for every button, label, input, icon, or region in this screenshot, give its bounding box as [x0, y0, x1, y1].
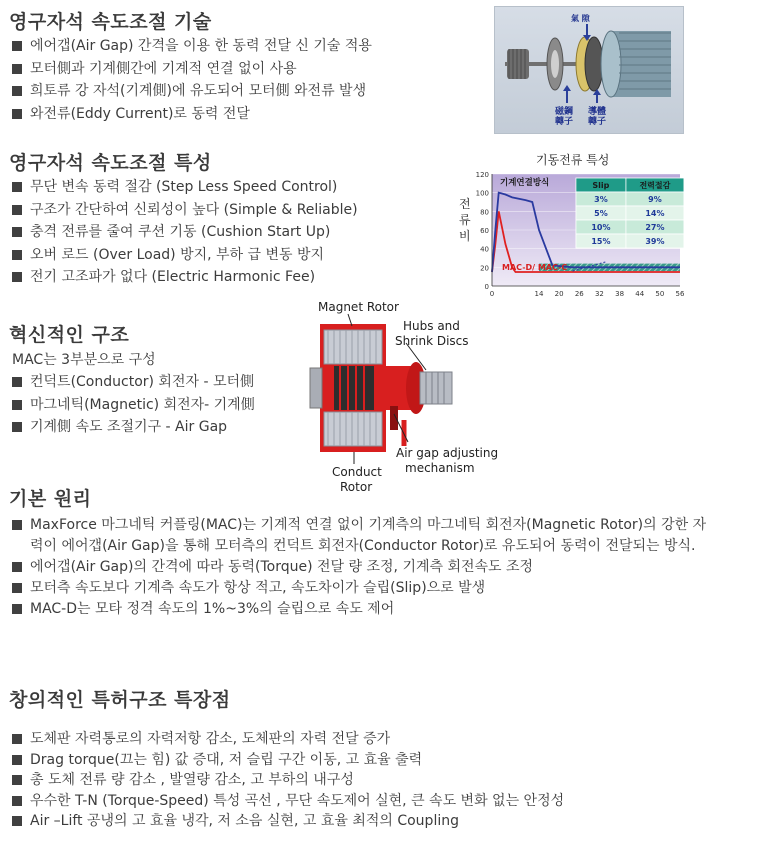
y-tick-label: 20 [480, 264, 489, 273]
table-header-text: 전력절감 [639, 181, 671, 190]
section5-title: 창의적인 특허구조 특장점 [9, 689, 231, 711]
list-item: 기계側 속도 조절기구 - Air Gap [12, 416, 255, 439]
x-tick-label: 44 [635, 290, 645, 298]
section3-intro: MAC는 3부분으로 구성 [12, 352, 156, 368]
list-item: 구조가 간단하여 신뢰성이 높다 (Simple & Reliable) [12, 199, 358, 222]
label-magnet-rotor: Magnet Rotor [318, 300, 399, 314]
x-tick-label: 32 [594, 290, 604, 298]
section2-list [12, 176, 358, 289]
y-tick-label: 100 [475, 189, 489, 198]
section3-list [12, 371, 255, 439]
list-item: 총 도체 전류 량 감소 , 발열량 감소, 고 부하의 내구성 [12, 770, 564, 791]
list-item: MaxForce 마그네틱 커플링(MAC)는 기계적 연결 없이 기계측의 마그네틱 회전자(Magnetic Rotor)의 강한 자력이 에어갭(Air Gap)을 통해 모터측의 컨덕트 회전자(Conductor Rotor)로 유도되어 동력이 전달되는 방식. [12, 515, 718, 557]
rotor-photo [494, 6, 684, 134]
photo-label-left: 磁鋼 轉子 [554, 107, 573, 127]
list-item: 마그네틱(Magnetic) 회전자- 기계側 [12, 394, 255, 417]
table-cell-text: 39% [645, 237, 665, 246]
section2-title: 영구자석 속도조절 특성 [9, 152, 212, 174]
chart-ylabel: 전류비 [459, 197, 471, 243]
label-conduct-1: Conduct [332, 465, 382, 479]
list-item: 에어갭(Air Gap)의 간격에 따라 동력(Torque) 전달 량 조정, 기계측 회전속도 조정 [12, 557, 718, 578]
section5-list [12, 729, 564, 832]
y-tick-label: 60 [480, 227, 489, 235]
list-item: 우수한 T-N (Torque-Speed) 특성 곡선 , 무단 속도제어 실현, 큰 속도 변화 없는 안정성 [12, 791, 564, 812]
x-tick-label: 56 [675, 290, 684, 298]
annotation-label: 기계연결방식 [500, 178, 550, 188]
x-tick-label: 20 [554, 290, 564, 298]
annotation-label: MAC-D/ MAC-C [502, 263, 568, 273]
section4-list [12, 515, 718, 620]
section1-list [12, 35, 372, 125]
table-cell-text: 15% [591, 237, 611, 246]
list-item: 도체판 자력통로의 자력저항 감소, 도체판의 자력 전달 증가 [12, 729, 564, 750]
list-item: 무단 변속 동력 절감 (Step Less Speed Control) [12, 176, 358, 199]
list-item: 컨덕트(Conductor) 회전자 - 모터側 [12, 371, 255, 394]
y-tick-label: 80 [480, 208, 489, 217]
section3-title: 혁신적인 구조 [9, 324, 130, 346]
y-tick-label: 0 [484, 283, 489, 291]
list-item: 전기 고조파가 없다 (Electric Harmonic Fee) [12, 266, 358, 289]
section4-title: 기본 원리 [9, 488, 92, 510]
label-hubs-2: Shrink Discs [395, 334, 469, 348]
list-item: 충격 전류를 줄여 쿠션 기동 (Cushion Start Up) [12, 221, 358, 244]
x-tick-label: 50 [655, 290, 665, 298]
label-airgap-1: Air gap adjusting [396, 446, 499, 460]
chart-title: 기동전류 특성 [536, 153, 610, 167]
label-airgap-2: mechanism [405, 461, 475, 475]
x-tick-label: 26 [574, 290, 584, 298]
list-item: 희토류 강 자석(기계側)에 유도되어 모터側 와전류 발생 [12, 80, 372, 103]
table-cell-text: 14% [645, 209, 665, 218]
list-item: 모터側과 기계側간에 기계적 연결 없이 사용 [12, 58, 372, 81]
x-tick-label: 38 [615, 290, 625, 298]
label-hubs-1: Hubs and [403, 319, 460, 333]
list-item: 에어갭(Air Gap) 간격을 이용 한 동력 전달 신 기술 적용 [12, 35, 372, 58]
table-cell-text: 10% [591, 223, 611, 232]
y-tick-label: 40 [480, 245, 489, 254]
list-item: 오버 로드 (Over Load) 방지, 부하 급 변동 방지 [12, 244, 358, 267]
table-cell-text: 9% [648, 195, 662, 204]
x-tick-label: 0 [489, 290, 495, 298]
table-cell-text: 3% [594, 195, 608, 204]
section1-title: 영구자석 속도조절 기술 [9, 11, 212, 33]
list-item: Drag torque(끄는 힘) 값 증대, 저 슬립 구간 이동, 고 효율 출력 [12, 750, 564, 771]
list-item: 와전류(Eddy Current)로 동력 전달 [12, 103, 372, 126]
list-item: Air –Lift 공냉의 고 효율 냉각, 저 소음 실현, 고 효율 최적의 Coupling [12, 811, 564, 832]
x-tick-label: 14 [534, 290, 544, 298]
y-tick-label: 120 [475, 171, 489, 179]
list-item: MAC-D는 모타 정격 속도의 1%~3%의 슬립으로 속도 제어 [12, 599, 718, 620]
table-cell-text: 5% [594, 209, 608, 218]
table-header-text: Slip [592, 181, 610, 190]
table-cell-text: 27% [645, 223, 665, 232]
label-conduct-2: Rotor [340, 480, 373, 494]
coupling-diagram [270, 296, 499, 496]
list-item: 모터측 속도보다 기계측 속도가 항상 적고, 속도차이가 슬립(Slip)으로 발생 [12, 578, 718, 599]
start-current-chart [472, 170, 684, 298]
photo-label-right: 導體 轉子 [587, 107, 606, 127]
photo-label-top: 氣 隙 [571, 14, 590, 23]
